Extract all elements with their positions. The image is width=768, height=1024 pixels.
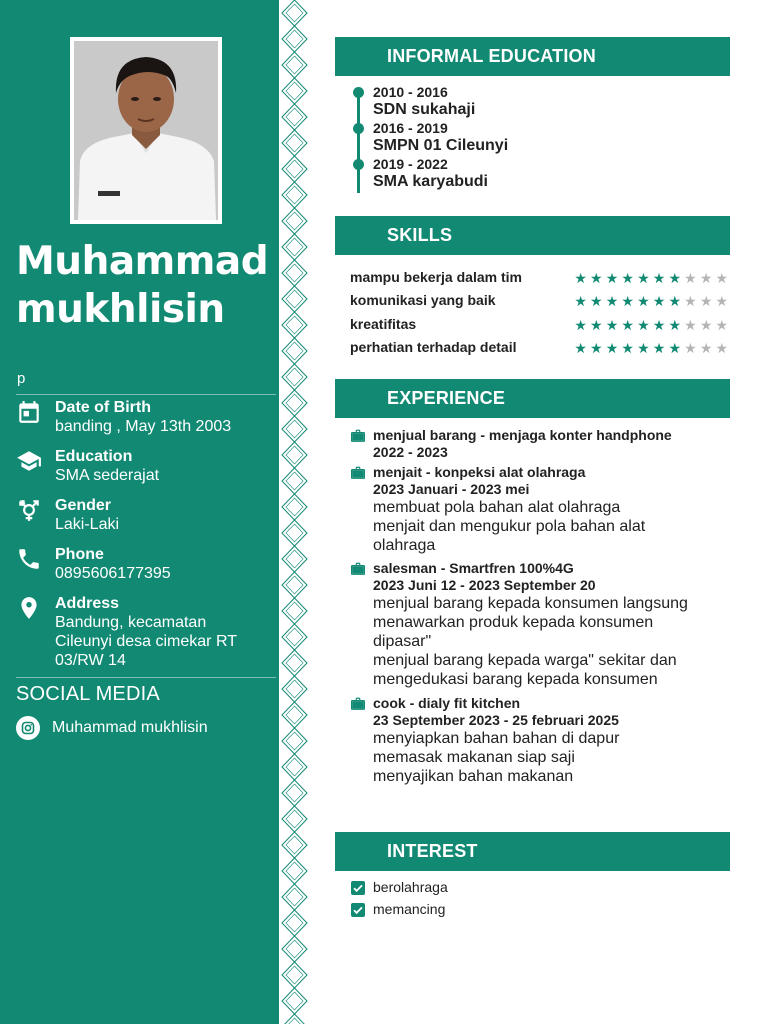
sidebar	[0, 0, 279, 1024]
profile-photo	[70, 37, 222, 224]
star-empty-icon: ★	[684, 317, 698, 333]
job-detail: dipasar"	[373, 633, 432, 650]
job-detail: menyiapkan bahan bahan di dapur	[373, 730, 620, 747]
skill-rating	[573, 270, 730, 286]
star-filled-icon: ★	[605, 340, 619, 356]
section-header-informal-education	[335, 37, 730, 76]
job-period: 23 September 2023 - 25 februari 2025	[373, 712, 619, 728]
social-item-instagram[interactable]	[16, 716, 208, 740]
info-label: Education	[55, 448, 133, 465]
timeline-dot	[353, 87, 364, 98]
briefcase-icon	[351, 466, 365, 479]
star-filled-icon: ★	[621, 293, 635, 309]
person-photo-illustration	[74, 41, 218, 220]
graduation-cap-icon	[16, 448, 42, 474]
star-empty-icon: ★	[715, 340, 729, 356]
briefcase-icon	[351, 697, 365, 710]
star-empty-icon: ★	[699, 270, 713, 286]
star-empty-icon: ★	[699, 293, 713, 309]
star-filled-icon: ★	[590, 270, 604, 286]
section-header-experience	[335, 379, 730, 418]
star-filled-icon: ★	[574, 340, 588, 356]
info-value-line: 03/RW 14	[55, 652, 126, 669]
job-detail: menawarkan produk kepada konsumen	[373, 614, 654, 631]
skill-name: perhatian terhadap detail	[350, 339, 517, 355]
section-title: INFORMAL EDUCATION	[387, 46, 596, 66]
star-filled-icon: ★	[668, 340, 682, 356]
checkbox-icon	[351, 903, 365, 917]
star-filled-icon: ★	[590, 293, 604, 309]
star-filled-icon: ★	[590, 340, 604, 356]
divider	[16, 677, 276, 678]
info-education	[16, 447, 274, 485]
education-years: 2016 - 2019	[373, 120, 448, 136]
timeline-line	[357, 90, 360, 193]
briefcase-icon	[351, 562, 365, 575]
star-filled-icon: ★	[652, 340, 666, 356]
star-empty-icon: ★	[684, 340, 698, 356]
section-header-interest	[335, 832, 730, 871]
star-filled-icon: ★	[652, 270, 666, 286]
star-filled-icon: ★	[574, 270, 588, 286]
timeline-dot	[353, 159, 364, 170]
timeline-dot	[353, 123, 364, 134]
instagram-icon	[16, 716, 40, 740]
stray-text: p	[17, 370, 26, 387]
star-filled-icon: ★	[668, 317, 682, 333]
job-period: 2023 Juni 12 - 2023 September 20	[373, 577, 596, 593]
briefcase-icon	[351, 429, 365, 442]
job-detail: membuat pola bahan alat olahraga	[373, 499, 621, 516]
star-filled-icon: ★	[605, 317, 619, 333]
social-media-title: SOCIAL MEDIA	[16, 683, 160, 705]
star-filled-icon: ★	[637, 317, 651, 333]
education-years: 2019 - 2022	[373, 156, 448, 172]
skill-name: mampu bekerja dalam tim	[350, 269, 522, 285]
star-empty-icon: ★	[699, 317, 713, 333]
full-name	[16, 238, 276, 334]
divider	[16, 394, 276, 395]
info-value: banding , May 13th 2003	[55, 418, 232, 435]
star-filled-icon: ★	[621, 340, 635, 356]
star-filled-icon: ★	[574, 317, 588, 333]
skill-name: kreatifitas	[350, 316, 417, 332]
info-value: Laki-Laki	[55, 516, 120, 533]
star-empty-icon: ★	[715, 293, 729, 309]
social-label: Muhammad mukhlisin	[52, 719, 208, 736]
info-value: 0895606177395	[55, 565, 171, 582]
skill-rating	[573, 340, 730, 356]
star-empty-icon: ★	[684, 270, 698, 286]
section-header-skills	[335, 216, 730, 255]
section-title: INTEREST	[387, 841, 478, 861]
name-second-line: mukhlisin	[16, 287, 225, 332]
info-gender	[16, 496, 274, 534]
star-filled-icon: ★	[590, 317, 604, 333]
job-detail: olahraga	[373, 537, 436, 554]
job-title: salesman - Smartfren 100%4G	[373, 560, 574, 576]
star-filled-icon: ★	[621, 270, 635, 286]
gender-icon	[16, 497, 42, 523]
star-filled-icon: ★	[652, 293, 666, 309]
star-empty-icon: ★	[684, 293, 698, 309]
job-period: 2022 - 2023	[373, 444, 448, 460]
job-detail: menyajikan bahan makanan	[373, 768, 574, 785]
star-empty-icon: ★	[715, 317, 729, 333]
job-detail: menjual barang kepada konsumen langsung	[373, 595, 688, 612]
info-value: SMA sederajat	[55, 467, 160, 484]
info-label: Phone	[55, 546, 104, 563]
skill-name: komunikasi yang baik	[350, 292, 496, 308]
star-filled-icon: ★	[637, 270, 651, 286]
education-school: SMPN 01 Cileunyi	[373, 137, 509, 154]
star-filled-icon: ★	[637, 293, 651, 309]
decorative-diamond-border	[279, 0, 310, 1024]
skill-rating	[573, 293, 730, 309]
star-filled-icon: ★	[668, 270, 682, 286]
star-filled-icon: ★	[605, 293, 619, 309]
star-filled-icon: ★	[637, 340, 651, 356]
job-period: 2023 Januari - 2023 mei	[373, 481, 530, 497]
star-filled-icon: ★	[668, 293, 682, 309]
education-school: SMA karyabudi	[373, 173, 488, 190]
job-title: menjait - konpeksi alat olahraga	[373, 464, 586, 480]
education-school: SDN sukahaji	[373, 101, 476, 118]
info-value-line: Bandung, kecamatan	[55, 614, 207, 631]
skill-rating	[573, 317, 730, 333]
job-detail: menjual barang kepada warga" sekitar dan	[373, 652, 677, 669]
interest-label: memancing	[373, 901, 446, 917]
info-label: Gender	[55, 497, 112, 514]
education-years: 2010 - 2016	[373, 84, 448, 100]
job-detail: mengedukasi barang kepada konsumen	[373, 671, 658, 688]
star-filled-icon: ★	[652, 317, 666, 333]
info-value-line: Cileunyi desa cimekar RT	[55, 633, 237, 650]
location-pin-icon	[16, 595, 42, 621]
job-title: menjual barang - menjaga konter handphone	[373, 427, 672, 443]
name-first-line: Muhammad	[16, 239, 269, 284]
info-phone	[16, 545, 274, 583]
job-title: cook - dialy fit kitchen	[373, 695, 521, 711]
star-empty-icon: ★	[715, 270, 729, 286]
star-filled-icon: ★	[605, 270, 619, 286]
section-title: SKILLS	[387, 225, 453, 245]
job-detail: menjait dan mengukur pola bahan alat	[373, 518, 646, 535]
star-filled-icon: ★	[574, 293, 588, 309]
info-label: Address	[55, 595, 120, 612]
star-filled-icon: ★	[621, 317, 635, 333]
section-title: EXPERIENCE	[387, 388, 506, 408]
calendar-icon	[16, 399, 42, 425]
phone-icon	[16, 546, 42, 572]
star-empty-icon: ★	[699, 340, 713, 356]
interest-label: berolahraga	[373, 879, 448, 895]
info-date-of-birth	[16, 398, 274, 436]
job-detail: memasak makanan siap saji	[373, 749, 575, 766]
info-label: Date of Birth	[55, 399, 151, 416]
info-address	[16, 594, 274, 670]
checkbox-icon	[351, 881, 365, 895]
